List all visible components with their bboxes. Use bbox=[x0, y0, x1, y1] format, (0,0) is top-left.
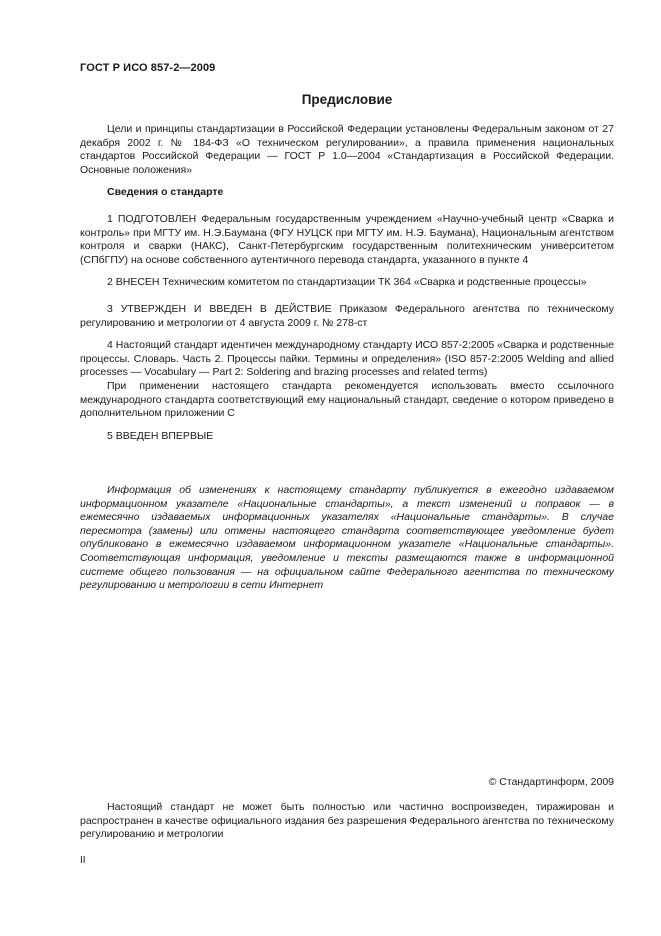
standard-code-header: ГОСТ Р ИСО 857-2—2009 bbox=[80, 62, 216, 74]
item-3-approved: 3 УТВЕРЖДЕН И ВВЕДЕН В ДЕЙСТВИЕ Приказом Федерального агентства по техническому регулированию и метрологии от 4 августа 2009 г. № 278-ст bbox=[80, 303, 614, 329]
item-5-introduced-first: 5 ВВЕДЕН ВПЕРВЫЕ bbox=[107, 430, 214, 442]
changes-information-notice: Информация об изменениях к настоящему стандарту публикуется в ежегодно издаваемом информационном указателе «Национальные стандарты», а текст изменений и поправок — в ежемесячно издаваемых информационных указателях «Национальные стандарты». В случае пересмотра (замены) или отмены настоящего стандарта соответствующее уведомление будет опубликовано в ежемесячно издаваемом информационном указателе «Национальные стандарты». Соответствующая информация, уведомление и тексты размещаются также в информационной системе общего пользования — на официальном сайте Федерального агентства по техническому регулированию и метрологии в сети Интернет bbox=[80, 484, 614, 592]
item-2-introduced-by: 2 ВНЕСЕН Техническим комитетом по стандартизации ТК 364 «Сварка и родственные процессы» bbox=[107, 276, 587, 288]
foreword-intro-paragraph: Цели и принципы стандартизации в Российской Федерации установлены Федеральным законом от 27 декабря 2002 г. № 184-ФЗ «О техническом регулировании», а правила применения национальных стандартов Российской Федерации — ГОСТ Р 1.0—2004 «Стандартизация в Российской Федерации. Основные положения» bbox=[80, 123, 614, 176]
foreword-title: Предисловие bbox=[301, 92, 393, 107]
reproduction-notice: Настоящий стандарт не может быть полностью или частично воспроизведен, тиражирован и распространен в качестве официального издания без разрешения Федерального агентства по техническому регулированию и метрологии bbox=[80, 801, 614, 841]
item-4-note: При применении настоящего стандарта рекомендуется использовать вместо ссылочного международного стандарта соответствующий ему национальный стандарт, сведение о котором приведено в дополнительном приложении С bbox=[80, 380, 614, 420]
copyright-line: © Стандартинформ, 2009 bbox=[488, 776, 614, 788]
page-number: II bbox=[80, 855, 86, 866]
standard-info-heading: Сведения о стандарте bbox=[107, 186, 224, 198]
item-1-prepared-by: 1 ПОДГОТОВЛЕН Федеральным государственным учреждением «Научно-учебный центр «Сварка и контроль» при МГТУ им. Н.Э.Баумана (ФГУ НУЦСК при МГТУ им. Н.Э. Баумана), Национальным агентством контроля и сварки (НАКС), Санкт-Петербургским государственным политехническим университетом (СПбГПУ) на основе собственного аутентичного перевода стандарта, указанного в пункте 4 bbox=[80, 213, 614, 266]
item-4-identical-standard: 4 Настоящий стандарт идентичен международному стандарту ИСО 857-2:2005 «Сварка и родственные процессы. Словарь. Часть 2. Процессы пайки. Термины и определения» (ISO 857-2:2005 Welding and allied processes — Vocabulary — Part 2: Soldering and brazing processes and related terms) bbox=[80, 339, 614, 379]
